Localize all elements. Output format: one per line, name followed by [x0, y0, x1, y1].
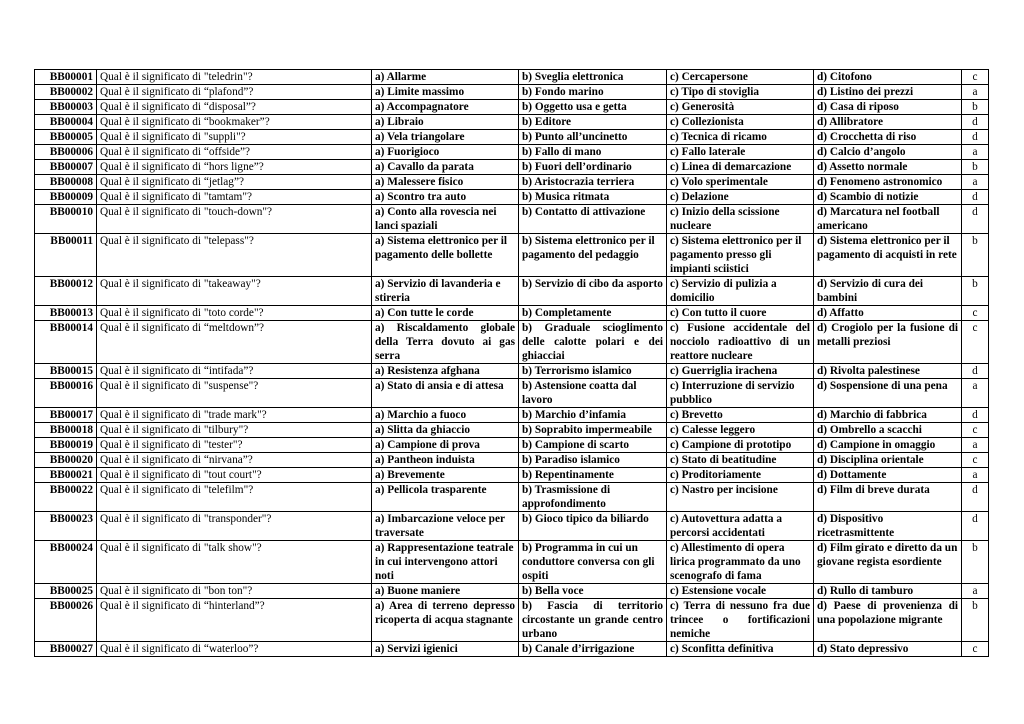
question-text: Qual è il significato di “nirvana”?: [97, 453, 372, 468]
option-c: c) Fallo laterale: [667, 145, 814, 160]
table-row: [35, 321, 989, 364]
option-d: d) Calcio d’angolo: [814, 145, 962, 160]
question-text: Qual è il significato di "tilbury"?: [97, 423, 372, 438]
table-row: [35, 379, 989, 408]
correct-answer: d: [962, 483, 989, 512]
option-b: b) Marchio d’infamia: [519, 408, 667, 423]
table-row: [35, 70, 989, 85]
correct-answer: d: [962, 190, 989, 205]
option-b: b) Fondo marino: [519, 85, 667, 100]
option-b: b) Contatto di attivazione: [519, 205, 667, 234]
option-b: b) Programma in cui un conduttore conversa con gli ospiti: [519, 541, 667, 584]
question-text: Qual è il significato di “plafond”?: [97, 85, 372, 100]
question-code: BB00001: [35, 70, 97, 85]
question-text: Qual è il significato di "teledrin"?: [97, 70, 372, 85]
option-d: d) Assetto normale: [814, 160, 962, 175]
option-b: b) Fascia di territorio circostante un grande centro urbano: [519, 599, 667, 642]
option-d: d) Rullo di tamburo: [814, 584, 962, 599]
question-code: BB00025: [35, 584, 97, 599]
option-b: b) Graduale scioglimento delle calotte polari e dei ghiacciai: [519, 321, 667, 364]
table-row: [35, 145, 989, 160]
option-a: a) Buone maniere: [372, 584, 519, 599]
table-row: [35, 277, 989, 306]
option-a: a) Vela triangolare: [372, 130, 519, 145]
question-text: Qual è il significato di “bookmaker”?: [97, 115, 372, 130]
table-row: [35, 306, 989, 321]
question-text: Qual è il significato di "telefilm"?: [97, 483, 372, 512]
question-text: Qual è il significato di "suppli"?: [97, 130, 372, 145]
option-d: d) Disciplina orientale: [814, 453, 962, 468]
option-b: b) Oggetto usa e getta: [519, 100, 667, 115]
option-a: a) Libraio: [372, 115, 519, 130]
question-text: Qual è il significato di "transponder"?: [97, 512, 372, 541]
question-code: BB00020: [35, 453, 97, 468]
option-b: b) Completamente: [519, 306, 667, 321]
correct-answer: a: [962, 379, 989, 408]
correct-answer: c: [962, 423, 989, 438]
option-d: d) Ombrello a scacchi: [814, 423, 962, 438]
option-b: b) Campione di scarto: [519, 438, 667, 453]
option-d: d) Listino dei prezzi: [814, 85, 962, 100]
question-text: Qual è il significato di “hinterland”?: [97, 599, 372, 642]
option-d: d) Allibratore: [814, 115, 962, 130]
correct-answer: b: [962, 599, 989, 642]
correct-answer: b: [962, 541, 989, 584]
option-b: b) Musica ritmata: [519, 190, 667, 205]
correct-answer: b: [962, 100, 989, 115]
option-c: c) Cercapersone: [667, 70, 814, 85]
question-code: BB00014: [35, 321, 97, 364]
option-c: c) Proditoriamente: [667, 468, 814, 483]
question-code: BB00004: [35, 115, 97, 130]
question-code: BB00021: [35, 468, 97, 483]
correct-answer: d: [962, 205, 989, 234]
option-d: d) Dottamente: [814, 468, 962, 483]
table-row: [35, 541, 989, 584]
option-c: c) Servizio di pulizia a domicilio: [667, 277, 814, 306]
question-code: BB00007: [35, 160, 97, 175]
option-c: c) Sistema elettronico per il pagamento presso gli impianti sciistici: [667, 234, 814, 277]
option-a: a) Slitta da ghiaccio: [372, 423, 519, 438]
option-d: d) Paese di provenienza di una popolazione migrante: [814, 599, 962, 642]
option-b: b) Punto all’uncinetto: [519, 130, 667, 145]
option-d: d) Fenomeno astronomico: [814, 175, 962, 190]
option-d: d) Sospensione di una pena: [814, 379, 962, 408]
option-a: a) Cavallo da parata: [372, 160, 519, 175]
option-c: c) Fusione accidentale del nocciolo radioattivo di un reattore nucleare: [667, 321, 814, 364]
question-code: BB00023: [35, 512, 97, 541]
table-row: [35, 423, 989, 438]
option-c: c) Terra di nessuno fra due trincee o fortificazioni nemiche: [667, 599, 814, 642]
option-c: c) Autovettura adatta a percorsi accidentati: [667, 512, 814, 541]
table-row: [35, 584, 989, 599]
option-c: c) Volo sperimentale: [667, 175, 814, 190]
option-a: a) Allarme: [372, 70, 519, 85]
option-a: a) Marchio a fuoco: [372, 408, 519, 423]
option-d: d) Sistema elettronico per il pagamento di acquisti in rete: [814, 234, 962, 277]
correct-answer: c: [962, 453, 989, 468]
question-text: Qual è il significato di "trade mark"?: [97, 408, 372, 423]
question-code: BB00009: [35, 190, 97, 205]
question-text: Qual è il significato di "tout court"?: [97, 468, 372, 483]
option-d: d) Film girato e diretto da un giovane regista esordiente: [814, 541, 962, 584]
option-d: d) Crocchetta di riso: [814, 130, 962, 145]
question-text: Qual è il significato di “meltdown”?: [97, 321, 372, 364]
correct-answer: d: [962, 512, 989, 541]
option-d: d) Rivolta palestinese: [814, 364, 962, 379]
option-a: a) Fuorigioco: [372, 145, 519, 160]
question-text: Qual è il significato di "talk show"?: [97, 541, 372, 584]
option-c: c) Guerriglia irachena: [667, 364, 814, 379]
option-b: b) Bella voce: [519, 584, 667, 599]
option-b: b) Aristocrazia terriera: [519, 175, 667, 190]
correct-answer: d: [962, 115, 989, 130]
option-d: d) Marcatura nel football americano: [814, 205, 962, 234]
table-row: [35, 234, 989, 277]
option-a: a) Con tutte le corde: [372, 306, 519, 321]
option-d: d) Affatto: [814, 306, 962, 321]
table-row: [35, 512, 989, 541]
table-row: [35, 438, 989, 453]
option-d: d) Film di breve durata: [814, 483, 962, 512]
option-c: c) Nastro per incisione: [667, 483, 814, 512]
question-code: BB00027: [35, 642, 97, 657]
correct-answer: d: [962, 408, 989, 423]
question-text: Qual è il significato di “intifada”?: [97, 364, 372, 379]
correct-answer: a: [962, 85, 989, 100]
option-c: c) Calesse leggero: [667, 423, 814, 438]
option-a: a) Sistema elettronico per il pagamento delle bollette: [372, 234, 519, 277]
question-code: BB00006: [35, 145, 97, 160]
question-code: BB00002: [35, 85, 97, 100]
question-code: BB00013: [35, 306, 97, 321]
question-code: BB00017: [35, 408, 97, 423]
question-text: Qual è il significato di “disposal”?: [97, 100, 372, 115]
correct-answer: a: [962, 468, 989, 483]
option-d: d) Scambio di notizie: [814, 190, 962, 205]
correct-answer: c: [962, 306, 989, 321]
table-row: [35, 190, 989, 205]
question-code: BB00024: [35, 541, 97, 584]
option-a: a) Area di terreno depresso ricoperta di acqua stagnante: [372, 599, 519, 642]
question-text: Qual è il significato di "suspense"?: [97, 379, 372, 408]
correct-answer: d: [962, 364, 989, 379]
option-a: a) Conto alla rovescia nei lanci spaziali: [372, 205, 519, 234]
correct-answer: a: [962, 145, 989, 160]
option-a: a) Malessere fisico: [372, 175, 519, 190]
option-b: b) Trasmissione di approfondimento: [519, 483, 667, 512]
option-a: a) Limite massimo: [372, 85, 519, 100]
question-text: Qual è il significato di “offside”?: [97, 145, 372, 160]
option-c: c) Interruzione di servizio pubblico: [667, 379, 814, 408]
option-d: d) Stato depressivo: [814, 642, 962, 657]
option-c: c) Allestimento di opera lirica programmato da uno scenografo di fama: [667, 541, 814, 584]
option-d: d) Dispositivo ricetrasmittente: [814, 512, 962, 541]
option-c: c) Con tutto il cuore: [667, 306, 814, 321]
option-b: b) Sistema elettronico per il pagamento del pedaggio: [519, 234, 667, 277]
question-code: BB00022: [35, 483, 97, 512]
option-c: c) Stato di beatitudine: [667, 453, 814, 468]
question-code: BB00016: [35, 379, 97, 408]
question-code: BB00010: [35, 205, 97, 234]
table-row: [35, 642, 989, 657]
option-c: c) Sconfitta definitiva: [667, 642, 814, 657]
table-row: [35, 175, 989, 190]
question-text: Qual è il significato di "tamtam"?: [97, 190, 372, 205]
option-a: a) Pantheon induista: [372, 453, 519, 468]
option-c: c) Campione di prototipo: [667, 438, 814, 453]
correct-answer: a: [962, 175, 989, 190]
option-b: b) Sveglia elettronica: [519, 70, 667, 85]
option-a: a) Pellicola trasparente: [372, 483, 519, 512]
table-row: [35, 468, 989, 483]
option-c: c) Tipo di stoviglia: [667, 85, 814, 100]
option-a: a) Riscaldamento globale della Terra dovuto ai gas serra: [372, 321, 519, 364]
table-row: [35, 408, 989, 423]
option-d: d) Campione in omaggio: [814, 438, 962, 453]
option-a: a) Resistenza afghana: [372, 364, 519, 379]
table-row: [35, 483, 989, 512]
option-b: b) Repentinamente: [519, 468, 667, 483]
option-b: b) Astensione coatta dal lavoro: [519, 379, 667, 408]
option-a: a) Imbarcazione veloce per traversate: [372, 512, 519, 541]
question-text: Qual è il significato di “waterloo”?: [97, 642, 372, 657]
option-c: c) Linea di demarcazione: [667, 160, 814, 175]
option-a: a) Brevemente: [372, 468, 519, 483]
option-c: c) Inizio della scissione nucleare: [667, 205, 814, 234]
correct-answer: b: [962, 234, 989, 277]
table-row: [35, 100, 989, 115]
option-b: b) Fallo di mano: [519, 145, 667, 160]
question-text: Qual è il significato di "telepass"?: [97, 234, 372, 277]
option-b: b) Paradiso islamico: [519, 453, 667, 468]
option-a: a) Scontro tra auto: [372, 190, 519, 205]
table-row: [35, 85, 989, 100]
correct-answer: d: [962, 130, 989, 145]
option-a: a) Rappresentazione teatrale in cui intervengono attori noti: [372, 541, 519, 584]
option-b: b) Fuori dell’ordinario: [519, 160, 667, 175]
table-row: [35, 599, 989, 642]
question-code: BB00026: [35, 599, 97, 642]
option-a: a) Accompagnatore: [372, 100, 519, 115]
question-text: Qual è il significato di "toto corde"?: [97, 306, 372, 321]
correct-answer: b: [962, 160, 989, 175]
quiz-table-body: [35, 70, 989, 657]
option-a: a) Servizi igienici: [372, 642, 519, 657]
question-code: BB00015: [35, 364, 97, 379]
option-c: c) Tecnica di ricamo: [667, 130, 814, 145]
table-row: [35, 130, 989, 145]
correct-answer: a: [962, 438, 989, 453]
option-a: a) Stato di ansia e di attesa: [372, 379, 519, 408]
question-code: BB00019: [35, 438, 97, 453]
option-c: c) Delazione: [667, 190, 814, 205]
option-b: b) Servizio di cibo da asporto: [519, 277, 667, 306]
option-a: a) Servizio di lavanderia e stireria: [372, 277, 519, 306]
table-row: [35, 205, 989, 234]
question-text: Qual è il significato di “jetlag”?: [97, 175, 372, 190]
correct-answer: c: [962, 321, 989, 364]
option-d: d) Citofono: [814, 70, 962, 85]
question-code: BB00003: [35, 100, 97, 115]
question-text: Qual è il significato di "tester"?: [97, 438, 372, 453]
option-c: c) Brevetto: [667, 408, 814, 423]
correct-answer: c: [962, 642, 989, 657]
question-code: BB00011: [35, 234, 97, 277]
option-d: d) Servizio di cura dei bambini: [814, 277, 962, 306]
option-b: b) Soprabito impermeabile: [519, 423, 667, 438]
option-c: c) Generosità: [667, 100, 814, 115]
table-row: [35, 115, 989, 130]
table-row: [35, 453, 989, 468]
option-c: c) Estensione vocale: [667, 584, 814, 599]
question-text: Qual è il significato di "touch-down"?: [97, 205, 372, 234]
option-b: b) Terrorismo islamico: [519, 364, 667, 379]
question-code: BB00012: [35, 277, 97, 306]
option-b: b) Canale d’irrigazione: [519, 642, 667, 657]
quiz-table: [34, 69, 989, 657]
question-code: BB00008: [35, 175, 97, 190]
question-code: BB00005: [35, 130, 97, 145]
option-d: d) Crogiolo per la fusione di metalli preziosi: [814, 321, 962, 364]
option-a: a) Campione di prova: [372, 438, 519, 453]
table-row: [35, 364, 989, 379]
question-text: Qual è il significato di "takeaway"?: [97, 277, 372, 306]
option-b: b) Gioco tipico da biliardo: [519, 512, 667, 541]
option-c: c) Collezionista: [667, 115, 814, 130]
question-code: BB00018: [35, 423, 97, 438]
option-d: d) Casa di riposo: [814, 100, 962, 115]
correct-answer: b: [962, 277, 989, 306]
question-text: Qual è il significato di "bon ton"?: [97, 584, 372, 599]
correct-answer: a: [962, 584, 989, 599]
table-row: [35, 160, 989, 175]
question-text: Qual è il significato di “hors ligne”?: [97, 160, 372, 175]
option-d: d) Marchio di fabbrica: [814, 408, 962, 423]
option-b: b) Editore: [519, 115, 667, 130]
correct-answer: c: [962, 70, 989, 85]
